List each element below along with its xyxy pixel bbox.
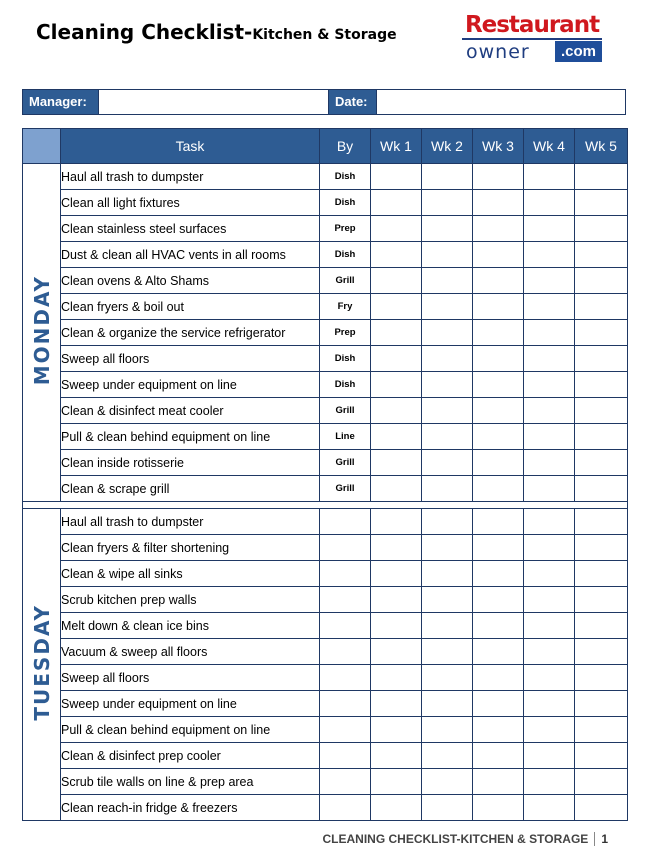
week-3-check-cell[interactable] [473, 216, 524, 242]
week-2-check-cell[interactable] [422, 613, 473, 639]
week-2-check-cell[interactable] [422, 216, 473, 242]
week-5-check-cell[interactable] [575, 639, 628, 665]
day-cell-monday [23, 164, 61, 502]
week-2-check-cell[interactable] [422, 450, 473, 476]
table-row [23, 639, 628, 665]
week-2-check-cell[interactable] [422, 372, 473, 398]
by-cell [320, 509, 371, 535]
week-5-check-cell[interactable] [575, 476, 628, 502]
table-row [23, 242, 628, 268]
table-row [23, 476, 628, 502]
by-cell [320, 613, 371, 639]
week-4-check-cell[interactable] [524, 164, 575, 190]
task-cell: Clean & disinfect prep cooler [61, 743, 320, 769]
date-field[interactable] [376, 90, 625, 114]
week-2-check-cell[interactable] [422, 535, 473, 561]
week-4-check-cell[interactable] [524, 691, 575, 717]
week-3-check-cell[interactable] [473, 268, 524, 294]
week-1-check-cell[interactable] [371, 424, 422, 450]
by-cell [320, 561, 371, 587]
week-3-check-cell[interactable] [473, 743, 524, 769]
by-cell: Prep [320, 216, 371, 242]
restaurant-owner-logo [462, 12, 602, 63]
by-cell: Dish [320, 164, 371, 190]
day-cell-tuesday [23, 509, 61, 821]
task-cell: Clean reach-in fridge & freezers [61, 795, 320, 821]
task-cell: Melt down & clean ice bins [61, 613, 320, 639]
week-1-check-cell[interactable] [371, 587, 422, 613]
week-3-check-cell[interactable] [473, 639, 524, 665]
week-3-check-cell[interactable] [473, 424, 524, 450]
week-1-check-cell[interactable] [371, 717, 422, 743]
table-row [23, 613, 628, 639]
week-4-check-cell[interactable] [524, 743, 575, 769]
by-cell [320, 639, 371, 665]
week-3-check-cell[interactable] [473, 450, 524, 476]
task-cell: Dust & clean all HVAC vents in all rooms [61, 242, 320, 268]
week-1-check-cell[interactable] [371, 190, 422, 216]
week-3-header: Wk 3 [473, 129, 524, 164]
week-5-check-cell[interactable] [575, 613, 628, 639]
week-5-check-cell[interactable] [575, 795, 628, 821]
table-row [23, 561, 628, 587]
table-row [23, 509, 628, 535]
week-5-check-cell[interactable] [575, 535, 628, 561]
week-4-check-cell[interactable] [524, 320, 575, 346]
day-label: MONDAY [29, 274, 54, 386]
week-3-check-cell[interactable] [473, 613, 524, 639]
week-2-check-cell[interactable] [422, 346, 473, 372]
week-1-check-cell[interactable] [371, 268, 422, 294]
week-4-check-cell[interactable] [524, 424, 575, 450]
week-2-check-cell[interactable] [422, 509, 473, 535]
week-1-check-cell[interactable] [371, 450, 422, 476]
week-5-check-cell[interactable] [575, 216, 628, 242]
table-row [23, 587, 628, 613]
separator-cell [23, 502, 628, 509]
week-3-check-cell[interactable] [473, 476, 524, 502]
week-3-check-cell[interactable] [473, 372, 524, 398]
week-4-header: Wk 4 [524, 129, 575, 164]
week-2-check-cell[interactable] [422, 743, 473, 769]
week-3-check-cell[interactable] [473, 717, 524, 743]
task-cell: Clean ovens & Alto Shams [61, 268, 320, 294]
week-4-check-cell[interactable] [524, 294, 575, 320]
task-cell: Clean fryers & boil out [61, 294, 320, 320]
week-3-check-cell[interactable] [473, 164, 524, 190]
week-2-check-cell[interactable] [422, 717, 473, 743]
week-3-check-cell[interactable] [473, 769, 524, 795]
task-cell: Clean & organize the service refrigerator [61, 320, 320, 346]
table-row [23, 268, 628, 294]
week-5-check-cell[interactable] [575, 665, 628, 691]
week-3-check-cell[interactable] [473, 665, 524, 691]
week-4-check-cell[interactable] [524, 346, 575, 372]
week-4-check-cell[interactable] [524, 639, 575, 665]
week-4-check-cell[interactable] [524, 450, 575, 476]
week-1-check-cell[interactable] [371, 398, 422, 424]
task-cell: Clean & disinfect meat cooler [61, 398, 320, 424]
title-sub: Kitchen & Storage [252, 27, 397, 43]
week-4-check-cell[interactable] [524, 509, 575, 535]
week-1-check-cell[interactable] [371, 320, 422, 346]
week-4-check-cell[interactable] [524, 268, 575, 294]
week-5-check-cell[interactable] [575, 743, 628, 769]
logo-line2 [462, 38, 602, 63]
week-1-check-cell[interactable] [371, 561, 422, 587]
table-row [23, 372, 628, 398]
week-2-check-cell[interactable] [422, 639, 473, 665]
week-3-check-cell[interactable] [473, 398, 524, 424]
corner-cell [23, 129, 61, 164]
week-5-check-cell[interactable] [575, 372, 628, 398]
task-cell: Clean inside rotisserie [61, 450, 320, 476]
week-4-check-cell[interactable] [524, 216, 575, 242]
week-1-check-cell[interactable] [371, 476, 422, 502]
week-1-check-cell[interactable] [371, 691, 422, 717]
footer-text: CLEANING CHECKLIST-KITCHEN & STORAGE [322, 832, 589, 846]
week-3-check-cell[interactable] [473, 346, 524, 372]
by-cell: Dish [320, 242, 371, 268]
by-cell [320, 535, 371, 561]
week-4-check-cell[interactable] [524, 190, 575, 216]
by-cell [320, 587, 371, 613]
by-cell: Prep [320, 320, 371, 346]
week-1-check-cell[interactable] [371, 639, 422, 665]
table-row [23, 346, 628, 372]
week-4-check-cell[interactable] [524, 795, 575, 821]
week-5-check-cell[interactable] [575, 164, 628, 190]
week-5-check-cell[interactable] [575, 294, 628, 320]
by-cell: Dish [320, 346, 371, 372]
table-row [23, 450, 628, 476]
week-5-check-cell[interactable] [575, 190, 628, 216]
table-row [23, 769, 628, 795]
week-3-check-cell[interactable] [473, 795, 524, 821]
week-3-check-cell[interactable] [473, 535, 524, 561]
table-row [23, 743, 628, 769]
week-2-check-cell[interactable] [422, 190, 473, 216]
by-cell [320, 769, 371, 795]
task-cell: Vacuum & sweep all floors [61, 639, 320, 665]
week-4-check-cell[interactable] [524, 535, 575, 561]
week-2-check-cell[interactable] [422, 424, 473, 450]
week-1-header: Wk 1 [371, 129, 422, 164]
week-3-check-cell[interactable] [473, 561, 524, 587]
task-cell: Sweep all floors [61, 346, 320, 372]
manager-field[interactable] [98, 90, 329, 114]
table-row [23, 795, 628, 821]
week-1-check-cell[interactable] [371, 509, 422, 535]
week-5-check-cell[interactable] [575, 346, 628, 372]
week-2-check-cell[interactable] [422, 164, 473, 190]
week-2-check-cell[interactable] [422, 476, 473, 502]
task-cell: Pull & clean behind equipment on line [61, 717, 320, 743]
by-cell: Grill [320, 398, 371, 424]
week-5-check-cell[interactable] [575, 769, 628, 795]
week-2-check-cell[interactable] [422, 242, 473, 268]
date-label: Date: [329, 90, 376, 114]
task-cell: Clean stainless steel surfaces [61, 216, 320, 242]
table-row [23, 398, 628, 424]
task-cell: Sweep under equipment on line [61, 372, 320, 398]
week-4-check-cell[interactable] [524, 242, 575, 268]
week-4-check-cell[interactable] [524, 665, 575, 691]
week-1-check-cell[interactable] [371, 294, 422, 320]
task-cell: Sweep all floors [61, 665, 320, 691]
logo-com: .com [555, 41, 602, 62]
week-4-check-cell[interactable] [524, 561, 575, 587]
week-3-check-cell[interactable] [473, 320, 524, 346]
week-3-check-cell[interactable] [473, 294, 524, 320]
week-5-check-cell[interactable] [575, 242, 628, 268]
by-cell: Grill [320, 268, 371, 294]
task-cell: Clean & scrape grill [61, 476, 320, 502]
week-5-check-cell[interactable] [575, 509, 628, 535]
task-header: Task [61, 129, 320, 164]
week-3-check-cell[interactable] [473, 509, 524, 535]
week-5-check-cell[interactable] [575, 691, 628, 717]
day-separator [23, 502, 628, 509]
table-row [23, 691, 628, 717]
week-4-check-cell[interactable] [524, 372, 575, 398]
week-5-check-cell[interactable] [575, 424, 628, 450]
logo-owner: owner [466, 40, 530, 63]
week-4-check-cell[interactable] [524, 587, 575, 613]
week-4-check-cell[interactable] [524, 613, 575, 639]
week-2-check-cell[interactable] [422, 398, 473, 424]
info-bar [22, 89, 626, 115]
table-row [23, 190, 628, 216]
task-cell: Clean fryers & filter shortening [61, 535, 320, 561]
task-cell: Clean all light fixtures [61, 190, 320, 216]
week-1-check-cell[interactable] [371, 665, 422, 691]
week-5-check-cell[interactable] [575, 561, 628, 587]
title-main: Cleaning Checklist- [36, 20, 253, 44]
week-2-check-cell[interactable] [422, 769, 473, 795]
by-cell [320, 717, 371, 743]
table-row [23, 164, 628, 190]
by-cell [320, 743, 371, 769]
week-1-check-cell[interactable] [371, 242, 422, 268]
week-5-check-cell[interactable] [575, 398, 628, 424]
week-3-check-cell[interactable] [473, 587, 524, 613]
week-1-check-cell[interactable] [371, 372, 422, 398]
week-4-check-cell[interactable] [524, 398, 575, 424]
week-1-check-cell[interactable] [371, 613, 422, 639]
page-title [36, 20, 397, 44]
manager-label: Manager: [23, 90, 98, 114]
table-row [23, 320, 628, 346]
week-5-check-cell[interactable] [575, 587, 628, 613]
checklist-table [22, 128, 628, 821]
task-cell: Scrub kitchen prep walls [61, 587, 320, 613]
week-5-check-cell[interactable] [575, 717, 628, 743]
week-3-check-cell[interactable] [473, 691, 524, 717]
task-cell: Clean & wipe all sinks [61, 561, 320, 587]
week-5-header: Wk 5 [575, 129, 628, 164]
week-3-check-cell[interactable] [473, 190, 524, 216]
week-5-check-cell[interactable] [575, 320, 628, 346]
task-cell: Haul all trash to dumpster [61, 164, 320, 190]
header-row [23, 129, 628, 164]
by-cell: Fry [320, 294, 371, 320]
week-2-check-cell[interactable] [422, 795, 473, 821]
week-1-check-cell[interactable] [371, 743, 422, 769]
by-cell: Dish [320, 372, 371, 398]
week-2-check-cell[interactable] [422, 587, 473, 613]
week-5-check-cell[interactable] [575, 268, 628, 294]
week-1-check-cell[interactable] [371, 769, 422, 795]
week-2-check-cell[interactable] [422, 665, 473, 691]
table-row [23, 717, 628, 743]
day-label: TUESDAY [29, 603, 54, 721]
logo-line1: Restaurant [464, 12, 600, 38]
week-1-check-cell[interactable] [371, 346, 422, 372]
week-5-check-cell[interactable] [575, 450, 628, 476]
by-cell: Line [320, 424, 371, 450]
by-cell: Grill [320, 476, 371, 502]
week-2-check-cell[interactable] [422, 320, 473, 346]
task-cell: Sweep under equipment on line [61, 691, 320, 717]
task-cell: Pull & clean behind equipment on line [61, 424, 320, 450]
by-header: By [320, 129, 371, 164]
table-row [23, 665, 628, 691]
by-cell [320, 795, 371, 821]
week-4-check-cell[interactable] [524, 476, 575, 502]
page-number: 1 [594, 832, 608, 846]
page-footer [323, 832, 608, 846]
week-1-check-cell[interactable] [371, 795, 422, 821]
table-row [23, 216, 628, 242]
table-row [23, 424, 628, 450]
by-cell: Dish [320, 190, 371, 216]
week-3-check-cell[interactable] [473, 242, 524, 268]
week-2-check-cell[interactable] [422, 294, 473, 320]
by-cell: Grill [320, 450, 371, 476]
week-2-check-cell[interactable] [422, 561, 473, 587]
week-1-check-cell[interactable] [371, 535, 422, 561]
task-cell: Haul all trash to dumpster [61, 509, 320, 535]
by-cell [320, 691, 371, 717]
week-1-check-cell[interactable] [371, 164, 422, 190]
task-cell: Scrub tile walls on line & prep area [61, 769, 320, 795]
table-row [23, 535, 628, 561]
week-4-check-cell[interactable] [524, 769, 575, 795]
week-2-check-cell[interactable] [422, 691, 473, 717]
week-4-check-cell[interactable] [524, 717, 575, 743]
week-2-header: Wk 2 [422, 129, 473, 164]
by-cell [320, 665, 371, 691]
week-2-check-cell[interactable] [422, 268, 473, 294]
table-row [23, 294, 628, 320]
week-1-check-cell[interactable] [371, 216, 422, 242]
